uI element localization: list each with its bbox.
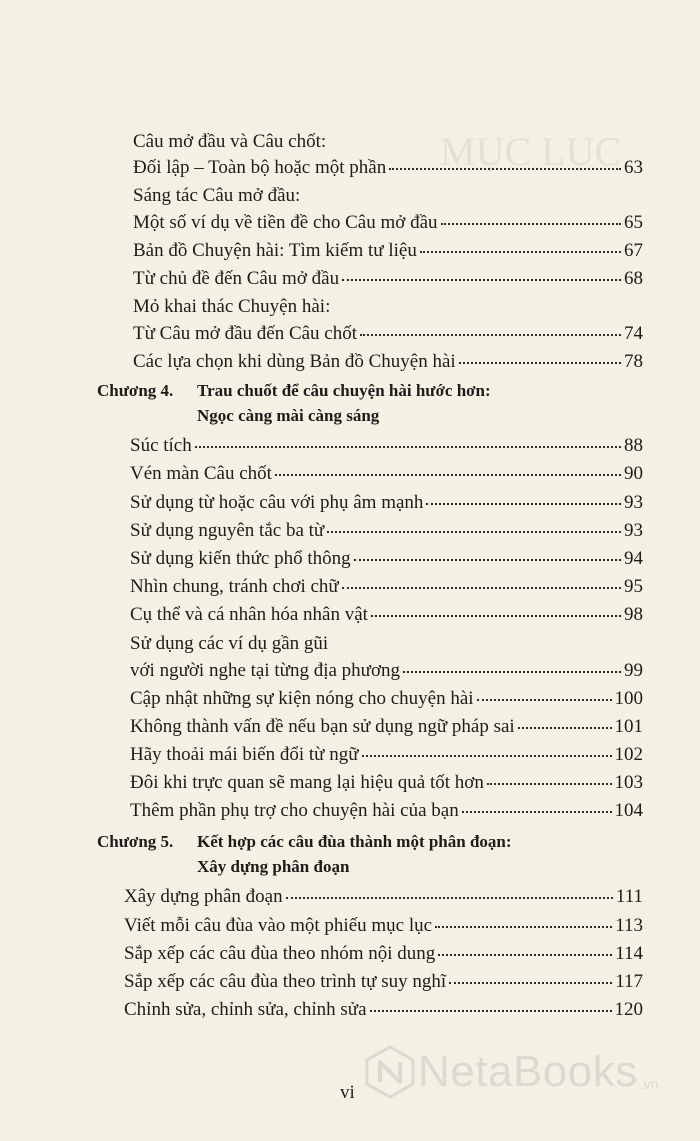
dot-leader bbox=[426, 503, 621, 505]
toc-entry bbox=[130, 435, 643, 457]
toc-entry bbox=[130, 688, 643, 710]
toc-entry bbox=[124, 943, 643, 965]
dot-leader bbox=[362, 755, 612, 757]
toc-entry-label: Câu mở đầu và Câu chốt: bbox=[133, 131, 327, 152]
netabooks-logo-icon bbox=[362, 1044, 418, 1100]
toc-entry-page: 63 bbox=[624, 157, 643, 178]
dot-leader bbox=[459, 362, 621, 364]
toc-entry bbox=[133, 351, 643, 373]
toc-entry bbox=[124, 915, 643, 937]
watermark-tld: .vn bbox=[639, 1076, 659, 1092]
chapter-subtitle: Ngọc càng mài càng sáng bbox=[197, 406, 380, 425]
dot-leader bbox=[370, 1010, 612, 1012]
chapter-number: Chương 5. bbox=[97, 832, 174, 851]
bleed-through-text: MỤC LỤC bbox=[440, 129, 622, 174]
toc-entry-page: 104 bbox=[614, 800, 643, 821]
toc-entry-page: 93 bbox=[624, 520, 643, 541]
chapter-title: Kết hợp các câu đùa thành một phân đoạn: bbox=[197, 832, 512, 851]
toc-entry bbox=[133, 212, 643, 234]
toc-entry-page: 102 bbox=[614, 744, 643, 765]
toc-entry bbox=[130, 716, 643, 738]
toc-entry-page: 74 bbox=[624, 323, 643, 344]
dot-leader bbox=[354, 559, 621, 561]
toc-entry-label: Sắp xếp các câu đùa theo nhóm nội dung bbox=[124, 943, 436, 964]
toc-entry bbox=[130, 660, 643, 682]
toc-entry-label: Cập nhật những sự kiện nóng cho chuyện hài bbox=[130, 688, 474, 709]
dot-leader bbox=[275, 474, 621, 476]
dot-leader bbox=[477, 699, 612, 701]
toc-entry bbox=[124, 971, 643, 993]
toc-entry-label: Đối lập – Toàn bộ hoặc một phần bbox=[133, 157, 387, 178]
toc-entry-label: Sử dụng các ví dụ gần gũi bbox=[130, 633, 329, 654]
toc-entry-label: Các lựa chọn khi dùng Bản đồ Chuyện hài bbox=[133, 351, 456, 372]
toc-entry-label: Vén màn Câu chốt bbox=[130, 463, 272, 484]
toc-entry-label: Một số ví dụ về tiền đề cho Câu mở đầu bbox=[133, 212, 438, 233]
toc-entry-label: Hãy thoải mái biến đổi từ ngữ bbox=[130, 744, 359, 765]
toc-entry bbox=[133, 157, 643, 179]
toc-entry bbox=[130, 520, 643, 542]
chapter-5-heading bbox=[97, 831, 512, 853]
toc-entry bbox=[130, 744, 643, 766]
toc-entry-label: Cụ thể và cá nhân hóa nhân vật bbox=[130, 604, 368, 625]
toc-entry-page: 68 bbox=[624, 268, 643, 289]
dot-leader bbox=[449, 982, 612, 984]
toc-entry-label: Sắp xếp các câu đùa theo trình tự suy nghĩ bbox=[124, 971, 447, 992]
watermark bbox=[362, 1044, 658, 1100]
toc-entry-label: Từ Câu mở đầu đến Câu chốt bbox=[133, 323, 358, 344]
toc-entry-label: Nhìn chung, tránh chơi chữ bbox=[130, 576, 339, 597]
toc-entry-page: 90 bbox=[624, 463, 643, 484]
page-number: vi bbox=[340, 1082, 355, 1103]
dot-leader bbox=[195, 446, 621, 448]
chapter-title: Trau chuốt để câu chuyện hài hước hơn: bbox=[197, 381, 491, 400]
toc-entry-label: Sử dụng từ hoặc câu với phụ âm mạnh bbox=[130, 492, 424, 513]
toc-entry bbox=[130, 548, 643, 570]
toc-entry-label: Thêm phần phụ trợ cho chuyện hài của bạn bbox=[130, 800, 459, 821]
dot-leader bbox=[360, 334, 621, 336]
toc-entry-page: 101 bbox=[614, 716, 643, 737]
toc-entry-label: Xây dựng phân đoạn bbox=[124, 886, 283, 907]
toc-entry-label: Sử dụng kiến thức phổ thông bbox=[130, 548, 351, 569]
chapter-4-heading bbox=[97, 380, 491, 402]
toc-entry bbox=[133, 323, 643, 345]
toc-entry bbox=[124, 886, 643, 908]
dot-leader bbox=[420, 251, 621, 253]
dot-leader bbox=[441, 223, 621, 225]
toc-entry-page: 65 bbox=[624, 212, 643, 233]
toc-entry-label: Bản đồ Chuyện hài: Tìm kiếm tư liệu bbox=[133, 240, 417, 261]
dot-leader bbox=[389, 168, 621, 170]
dot-leader bbox=[403, 671, 621, 673]
dot-leader bbox=[438, 954, 612, 956]
toc-entry-label: với người nghe tại từng địa phương bbox=[130, 660, 401, 681]
toc-entry bbox=[124, 999, 643, 1021]
toc-entry bbox=[130, 800, 643, 822]
chapter-subtitle: Xây dựng phân đoạn bbox=[197, 857, 350, 876]
toc-entry bbox=[130, 772, 643, 794]
dot-leader bbox=[342, 587, 621, 589]
toc-entry-page: 114 bbox=[615, 943, 643, 964]
toc-entry-label: Viết mỗi câu đùa vào một phiếu mục lục bbox=[124, 915, 433, 936]
toc-entry-page: 78 bbox=[624, 351, 643, 372]
toc-entry-page: 103 bbox=[614, 772, 643, 793]
dot-leader bbox=[487, 783, 612, 785]
toc-entry bbox=[133, 268, 643, 290]
watermark-brand: NetaBooks bbox=[418, 1047, 638, 1096]
toc-entry bbox=[133, 131, 643, 153]
toc-entry-label: Sử dụng nguyên tắc ba từ bbox=[130, 520, 325, 541]
toc-entry-page: 98 bbox=[624, 604, 643, 625]
dot-leader bbox=[371, 615, 621, 617]
toc-entry bbox=[130, 576, 643, 598]
toc-entry-label: Chỉnh sửa, chỉnh sửa, chỉnh sửa bbox=[124, 999, 367, 1020]
toc-entry bbox=[130, 463, 643, 485]
dot-leader bbox=[342, 279, 621, 281]
toc-entry-page: 93 bbox=[624, 492, 643, 513]
toc-entry bbox=[133, 185, 643, 207]
toc-entry bbox=[130, 492, 643, 514]
toc-entry-page: 94 bbox=[624, 548, 643, 569]
toc-entry bbox=[130, 604, 643, 626]
toc-entry-page: 113 bbox=[615, 915, 643, 936]
toc-entry-page: 88 bbox=[624, 435, 643, 456]
dot-leader bbox=[435, 926, 612, 928]
toc-entry-page: 100 bbox=[614, 688, 643, 709]
toc-entry-page: 95 bbox=[624, 576, 643, 597]
toc-entry-label: Từ chủ đề đến Câu mở đầu bbox=[133, 268, 340, 289]
chapter-number: Chương 4. bbox=[97, 381, 174, 400]
toc-entry-page: 99 bbox=[624, 660, 643, 681]
toc-entry-label: Sáng tác Câu mở đầu: bbox=[133, 185, 301, 206]
toc-entry bbox=[133, 240, 643, 262]
dot-leader bbox=[286, 897, 613, 899]
toc-entry-page: 67 bbox=[624, 240, 643, 261]
toc-entry-label: Đôi khi trực quan sẽ mang lại hiệu quả tốt hơn bbox=[130, 772, 484, 793]
toc-entry-page: 117 bbox=[615, 971, 643, 992]
toc-entry-label: Mỏ khai thác Chuyện hài: bbox=[133, 296, 331, 317]
toc-entry bbox=[133, 296, 643, 318]
toc-entry-page: 120 bbox=[614, 999, 643, 1020]
dot-leader bbox=[462, 811, 612, 813]
toc-entry bbox=[130, 633, 643, 655]
toc-entry-label: Không thành vấn đề nếu bạn sử dụng ngữ pháp sai bbox=[130, 716, 515, 737]
toc-entry-label: Súc tích bbox=[130, 435, 192, 456]
dot-leader bbox=[327, 531, 621, 533]
toc-entry-page: 111 bbox=[615, 886, 643, 907]
dot-leader bbox=[518, 727, 612, 729]
